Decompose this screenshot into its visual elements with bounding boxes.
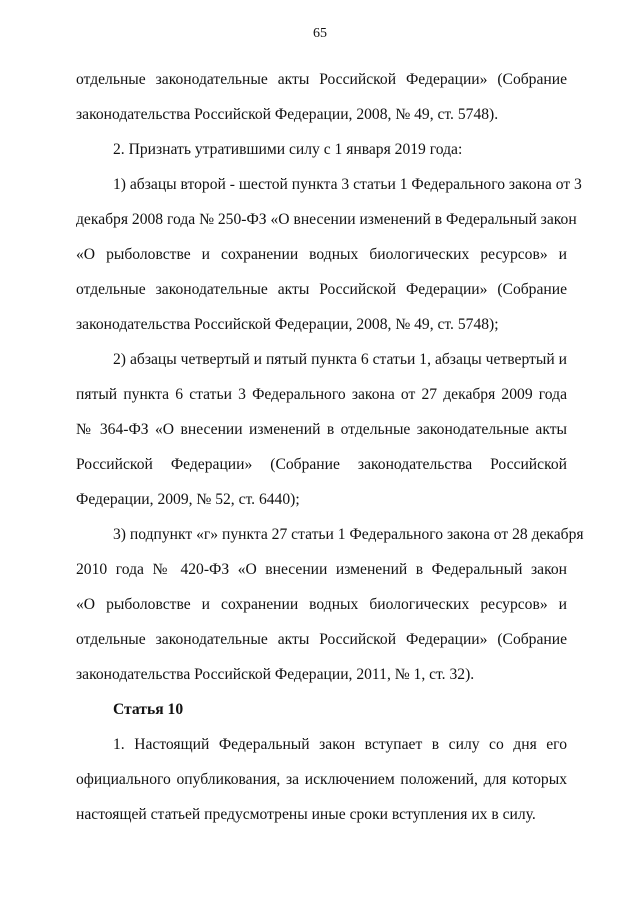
page-number: 65 xyxy=(313,26,327,41)
paragraph-line: 3) подпункт «г» пункта 27 статьи 1 Федерального закона от 28 декабря xyxy=(113,526,584,543)
text-line: Федерации, 2009, № 52, ст. 6440); xyxy=(76,491,300,508)
text-line: законодательства Российской Федерации, 2008, № 49, ст. 5748). xyxy=(76,106,499,123)
text-line: настоящей статьей предусмотрены иные сроки вступления их в силу. xyxy=(76,806,536,823)
text-line: отдельные законодательные акты Российской Федерации» (Собрание xyxy=(76,281,567,298)
text-line: № 364-ФЗ «О внесении изменений в отдельные законодательные акты xyxy=(76,421,567,438)
text-line: законодательства Российской Федерации, 2008, № 49, ст. 5748); xyxy=(76,316,499,333)
text-line: законодательства Российской Федерации, 2011, № 1, ст. 32). xyxy=(76,666,475,683)
text-line: декабря 2008 года № 250-ФЗ «О внесении изменений в Федеральный закон xyxy=(76,211,577,228)
text-line: «О рыболовстве и сохранении водных биологических ресурсов» и xyxy=(76,596,567,613)
article-heading: Статья 10 xyxy=(113,701,184,718)
text-line: отдельные законодательные акты Российской Федерации» (Собрание xyxy=(76,71,567,88)
text-line: Российской Федерации» (Собрание законодательства Российской xyxy=(76,456,567,473)
text-line: официального опубликования, за исключением положений, для которых xyxy=(76,771,567,788)
paragraph-line: 1) абзацы второй - шестой пункта 3 статьи 1 Федерального закона от 3 xyxy=(113,176,582,193)
paragraph-line: 2. Признать утратившими силу с 1 января 2019 года: xyxy=(113,141,463,158)
text-line: 2010 года № 420-ФЗ «О внесении изменений в Федеральный закон xyxy=(76,561,567,578)
text-line: пятый пункта 6 статьи 3 Федерального закона от 27 декабря 2009 года xyxy=(76,386,567,403)
text-line: «О рыболовстве и сохранении водных биологических ресурсов» и xyxy=(76,246,567,263)
text-line: отдельные законодательные акты Российской Федерации» (Собрание xyxy=(76,631,567,648)
paragraph-line: 2) абзацы четвертый и пятый пункта 6 статьи 1, абзацы четвертый и xyxy=(113,351,567,368)
paragraph-line: 1. Настоящий Федеральный закон вступает в силу со дня его xyxy=(113,736,567,753)
